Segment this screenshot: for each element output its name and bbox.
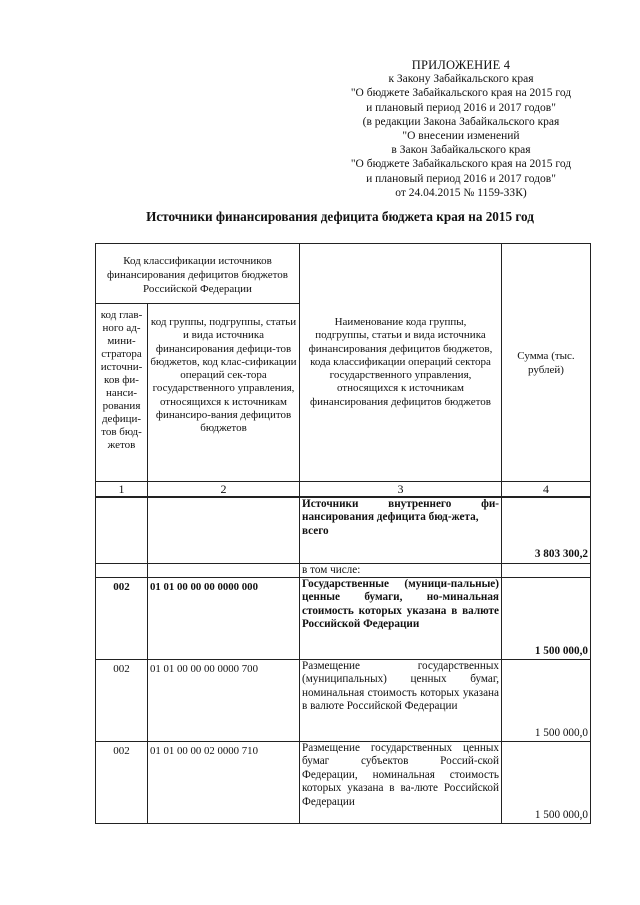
source-code-cell: 01 01 00 00 00 0000 700: [148, 659, 300, 741]
name-cell: Государственные (муници-пальные) ценные бумаги, но-минальная стоимость которых указана в валюте Российской Федерации: [300, 577, 502, 659]
name-cell: [300, 497, 502, 563]
appendix-line: "О бюджете Забайкальского края на 2015 год: [350, 158, 572, 171]
sum-cell: 1 500 000,0: [502, 659, 591, 741]
header-name: Наименование кода группы, подгруппы, статьи и вида источника финансирования дефицитов бюджетов, кода классификации операций сектора государственного управления, относящихся к источникам финансирования дефицитов бюджетов: [300, 244, 502, 482]
header-sum: Сумма (тыс. рублей): [502, 244, 591, 482]
financing-sources-table: [95, 243, 591, 824]
source-code-cell: [148, 497, 300, 563]
name-text-total: всего: [302, 524, 329, 537]
admin-code-cell: [96, 563, 148, 577]
sum-cell: 1 500 000,0: [502, 577, 591, 659]
table-row: [96, 563, 591, 577]
name-cell: в том числе:: [300, 563, 502, 577]
admin-code-cell: 002: [96, 659, 148, 741]
table-row: [96, 577, 591, 659]
name-cell: Размещение государственных ценных бумаг субъектов Россий-ской Федерации, номинальная стоимость которых указана в ва-люте Российской Федерации: [300, 741, 502, 823]
source-code-cell: 01 01 00 00 00 0000 000: [148, 577, 300, 659]
table-row: [96, 497, 591, 563]
document-title: Источники финансирования дефицита бюджета края на 2015 год: [146, 209, 534, 224]
appendix-block: [330, 58, 592, 200]
header-classification-code: Код классификации источников финансирования дефицитов бюджетов Российской Федерации: [96, 244, 300, 304]
appendix-line: от 24.04.2015 № 1159-ЗЗК): [395, 186, 527, 199]
source-code-cell: 01 01 00 00 02 0000 710: [148, 741, 300, 823]
appendix-line: и плановый период 2016 и 2017 годов": [366, 101, 556, 114]
appendix-line: (в редакции Закона Забайкальского края: [362, 115, 560, 128]
source-code-cell: [148, 563, 300, 577]
admin-code-cell: [96, 497, 148, 563]
name-text: Источники внутреннего фи-нансирования дефицита бюд-жета,: [302, 498, 499, 524]
admin-code-cell: 002: [96, 741, 148, 823]
appendix-line: к Закону Забайкальского края: [388, 73, 534, 86]
header-source-code: код группы, подгруппы, статьи и вида источника финансирования дефици-тов бюджетов, код клас-сификации операций сек-тора государственного управления, относящихся к источникам финансиро-вания дефицитов бюджетов: [148, 304, 300, 482]
sum-cell: 1 500 000,0: [502, 741, 591, 823]
name-cell: Размещение государственных (муниципальных) ценных бумаг, номинальная стоимость которых указана в валюте Российской Федерации: [300, 659, 502, 741]
appendix-line: в Закон Забайкальского края: [391, 144, 531, 157]
appendix-line: "О бюджете Забайкальского края на 2015 год: [350, 87, 572, 100]
sum-cell: 3 803 300,2: [502, 497, 591, 563]
column-number: 1: [96, 482, 148, 498]
appendix-title: ПРИЛОЖЕНИЕ 4: [411, 58, 511, 72]
column-number: 3: [300, 482, 502, 498]
column-number-row: [96, 482, 591, 498]
table-row: [96, 741, 591, 823]
header-row-top: [96, 244, 591, 304]
table-row: [96, 659, 591, 741]
column-number: 4: [502, 482, 591, 498]
appendix-line: и плановый период 2016 и 2017 годов": [366, 172, 556, 185]
admin-code-cell: 002: [96, 577, 148, 659]
header-admin-code: код глав-ного ад-мини-стратора источни-ков фи-нанси-рования дефици-тов бюд-жетов: [96, 304, 148, 482]
appendix-line: "О внесении изменений: [402, 130, 520, 143]
column-number: 2: [148, 482, 300, 498]
sum-cell: [502, 563, 591, 577]
